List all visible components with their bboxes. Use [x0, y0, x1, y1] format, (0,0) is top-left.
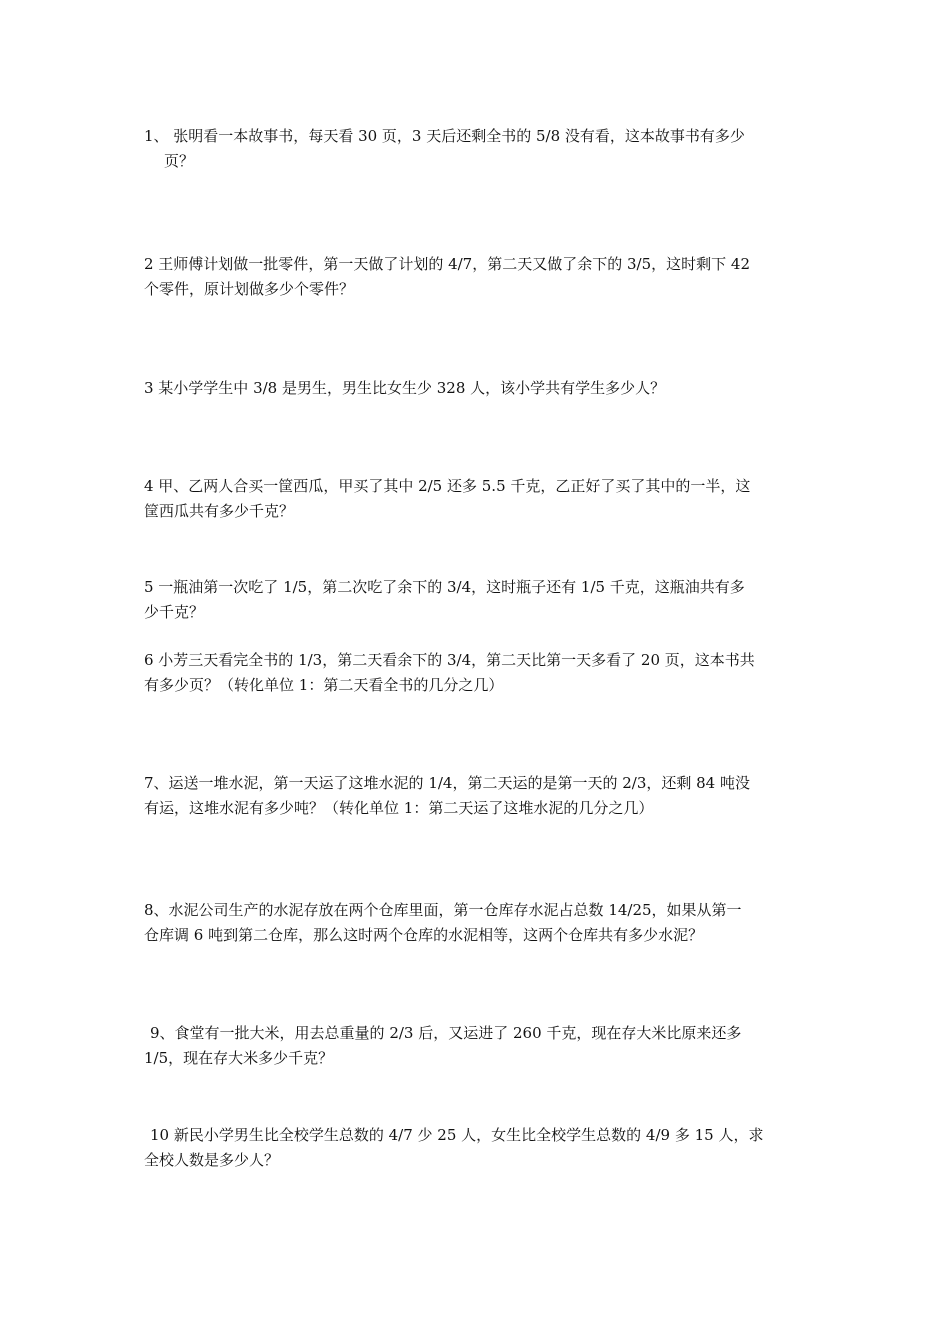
question-6-line-2: 有多少页？（转化单位 1：第二天看全书的几分之几） [144, 676, 504, 694]
question-8-line-1: 8、水泥公司生产的水泥存放在两个仓库里面，第一仓库存水泥占总数 14/25，如果从第一 [144, 901, 742, 919]
question-2-line-1: 2 王师傅计划做一批零件，第一天做了计划的 4/7，第二天又做了余下的 3/5，这时剩下 42 [144, 255, 750, 273]
question-2 [144, 252, 808, 302]
question-10-line-2: 全校人数是多少人？ [144, 1151, 280, 1169]
question-3 [144, 376, 808, 401]
question-9 [144, 1021, 808, 1071]
question-8-line-2: 仓库调 6 吨到第二仓库，那么这时两个仓库的水泥相等，这两个仓库共有多少水泥？ [144, 926, 704, 944]
question-5 [144, 575, 808, 625]
question-6-line-1: 6 小芳三天看完全书的 1/3，第二天看余下的 3/4，第二天比第一天多看了 20 页，这本书共 [144, 651, 755, 669]
question-4-line-1: 4 甲、乙两人合买一筐西瓜，甲买了其中 2/5 还多 5.5 千克，乙正好了买了其中的一半，这 [144, 477, 751, 495]
question-9-line-2: 1/5，现在存大米多少千克？ [144, 1049, 334, 1067]
question-1-line-2: 页？ [164, 152, 195, 170]
question-3-line-1: 3 某小学学生中 3/8 是男生，男生比女生少 328 人，该小学共有学生多少人？ [144, 379, 666, 397]
question-7-line-2: 有运，这堆水泥有多少吨？（转化单位 1：第二天运了这堆水泥的几分之几） [144, 799, 654, 817]
question-5-line-1: 5 一瓶油第一次吃了 1/5，第二次吃了余下的 3/4，这时瓶子还有 1/5 千克，这瓶油共有多 [144, 578, 745, 596]
question-5-line-2: 少千克？ [144, 603, 205, 621]
question-4 [144, 474, 808, 524]
question-10 [144, 1123, 808, 1173]
question-4-line-2: 筐西瓜共有多少千克？ [144, 502, 295, 520]
question-2-line-2: 个零件，原计划做多少个零件？ [144, 280, 355, 298]
question-8 [144, 898, 808, 948]
question-7-line-1: 7、运送一堆水泥，第一天运了这堆水泥的 1/4，第二天运的是第一天的 2/3，还剩 84 吨没 [144, 774, 750, 792]
question-1-line-1: 1、 张明看一本故事书，每天看 30 页，3 天后还剩全书的 5/8 没有看，这本故事书有多少 [144, 127, 745, 145]
question-6 [144, 648, 808, 698]
question-7 [144, 771, 808, 821]
question-1 [144, 124, 808, 174]
question-10-line-1: 10 新民小学男生比全校学生总数的 4/7 少 25 人，女生比全校学生总数的 4/9 多 15 人，求 [150, 1126, 764, 1144]
question-9-line-1: 9、食堂有一批大米，用去总重量的 2/3 后，又运进了 260 千克，现在存大米比原来还多 [150, 1024, 742, 1042]
